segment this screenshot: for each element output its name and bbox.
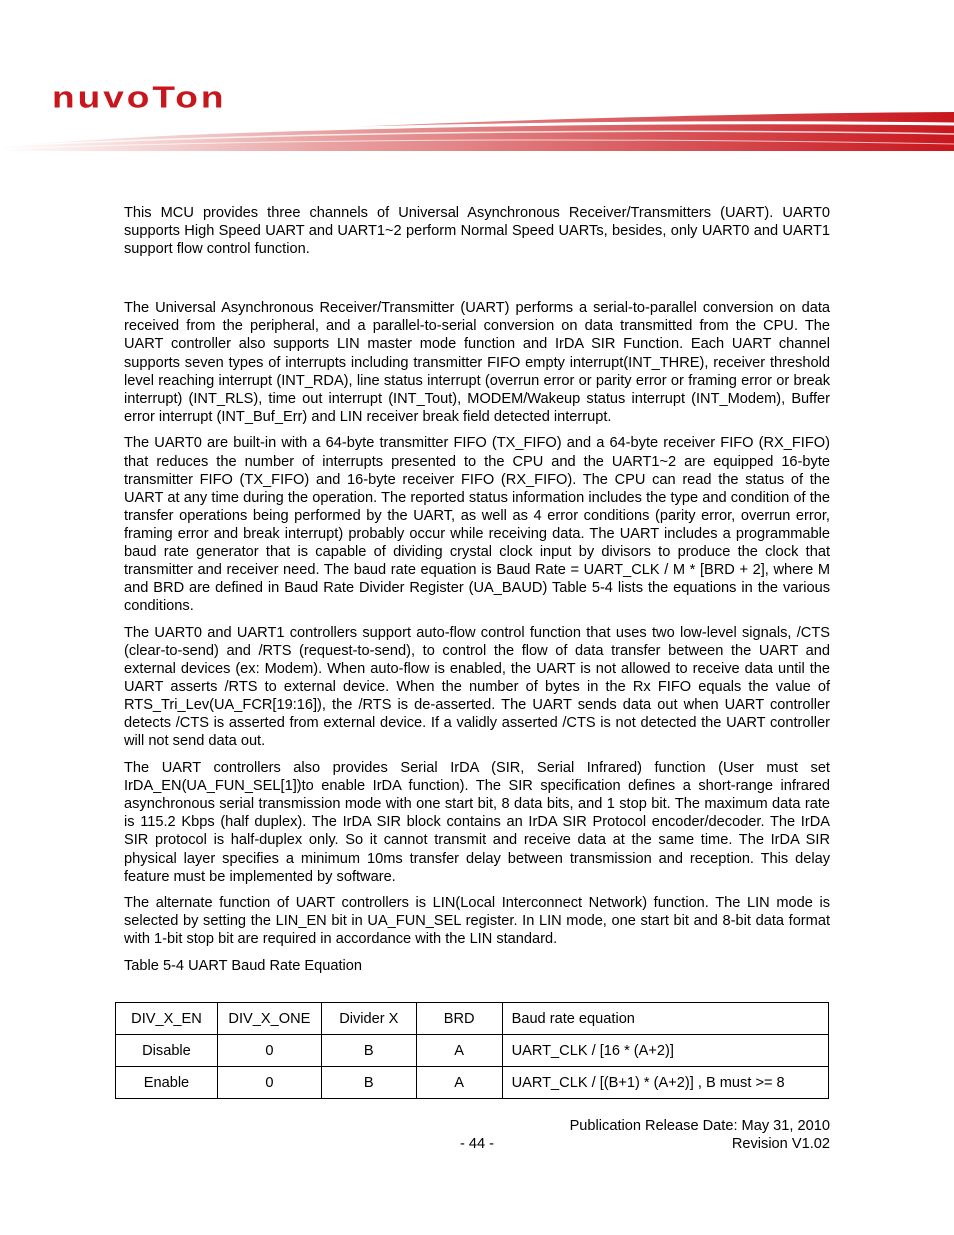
header-cell: Divider X: [321, 1003, 416, 1035]
page-number: - 44 -: [459, 1136, 495, 1152]
intro-paragraph: This MCU provides three channels of Universal Asynchronous Receiver/Transmitters (UART). UART0 supports High Speed UART and UART1~2 perform Normal Speed UARTs, besides, only UART0 and UART1 support flow control function.: [124, 205, 830, 258]
table-cell: A: [416, 1067, 502, 1099]
header-cell: Baud rate equation: [502, 1003, 828, 1035]
table-caption: Table 5-4 UART Baud Rate Equation: [124, 957, 362, 974]
revision: Revision V1.02: [731, 1136, 830, 1152]
table-cell: 0: [217, 1067, 321, 1099]
table-row: [116, 1035, 829, 1067]
table-cell: A: [416, 1035, 502, 1067]
header-cell: DIV_X_ONE: [217, 1003, 321, 1035]
lin-paragraph: The alternate function of UART controllers is LIN(Local Interconnect Network) function. The LIN mode is selected by setting the LIN_EN bit in UA_FUN_SEL register. In LIN mode, one start bit and 8-bit data format with 1-bit stop bit are required in accordance with the LIN standard.: [124, 895, 830, 948]
fifo-paragraph: The UART0 are built-in with a 64-byte transmitter FIFO (TX_FIFO) and a 64-byte receiver FIFO (RX_FIFO) that reduces the number of interrupts presented to the CPU and the UART1~2 are equipped 16-byte transmitter FIFO (TX_FIFO) and 16-byte receiver FIFO (RX_FIFO). The CPU can read the status of the UART at any time during the operation. The reported status information includes the type and condition of the transfer operations being performed by the UART, as well as 4 error conditions (parity error, overrun error, framing error and break interrupt) probably occur while receiving data. The UART includes a programmable baud rate generator that is capable of dividing crystal clock input by divisors to produce the clock that transmitter and receiver need. The baud rate equation is Baud Rate = UART_CLK / M * [BRD + 2], where M and BRD are defined in Baud Rate Divider Register (UA_BAUD) Table 5-4 lists the equations in the various conditions.: [124, 435, 830, 615]
table-cell: Enable: [116, 1067, 218, 1099]
uart-overview-paragraph: The Universal Asynchronous Receiver/Transmitter (UART) performs a serial-to-parallel conversion on data received from the peripheral, and a parallel-to-serial conversion on data transmitted from the CPU. The UART controller also supports LIN master mode function and IrDA SIR Function. Each UART channel supports seven types of interrupts including transmitter FIFO empty interrupt(INT_THRE), receiver threshold level reaching interrupt (INT_RDA), line status interrupt (overrun error or parity error or framing error or break interrupt) (INT_RLS), time out interrupt (INT_Tout), MODEM/Wakeup status interrupt (INT_Modem), Buffer error interrupt (INT_Buf_Err) and LIN receiver break field detected interrupt.: [124, 300, 830, 425]
publication-date: Publication Release Date: May 31, 2010: [569, 1118, 830, 1134]
header-cell: BRD: [416, 1003, 502, 1035]
header-cell: DIV_X_EN: [116, 1003, 218, 1035]
table-header-row: [116, 1003, 829, 1035]
table-cell: B: [321, 1067, 416, 1099]
table-cell: UART_CLK / [16 * (A+2)]: [502, 1035, 828, 1067]
table-row: [116, 1067, 829, 1099]
page-footer: [124, 1117, 830, 1153]
irda-paragraph: The UART controllers also provides Serial IrDA (SIR, Serial Infrared) function (User must set IrDA_EN(UA_FUN_SEL[1])to enable IrDA function). The SIR specification defines a short-range infrared asynchronous serial transmission mode with one start bit, 8 data bits, and 1 stop bit. The maximum data rate is 115.2 Kbps (half duplex). The IrDA SIR block contains an IrDA SIR Protocol encoder/decoder. The IrDA SIR protocol is half-duplex only. So it cannot transmit and receive data at the same time. The IrDA SIR physical layer specifies a minimum 10ms transfer delay between transmission and reception. This delay feature must be implemented by software.: [124, 760, 830, 885]
auto-flow-paragraph: The UART0 and UART1 controllers support auto-flow control function that uses two low-level signals, /CTS (clear-to-send) and /RTS (request-to-send), to control the flow of data transfer between the UART and external devices (ex: Modem). When auto-flow is enabled, the UART is not allowed to receive data until the UART asserts /RTS to external device. When the number of bytes in the Rx FIFO equals the value of RTS_Tri_Lev(UA_FCR[19:16]), the /RTS is de-asserted. The UART sends data out when UART controller detects /CTS is asserted from external device. If a validly asserted /CTS is not detected the UART controller will not send data out.: [124, 624, 830, 750]
baud-rate-table: [115, 1002, 829, 1099]
page-header: [0, 0, 954, 160]
table-cell: Disable: [116, 1035, 218, 1067]
table-cell: B: [321, 1035, 416, 1067]
table-cell: UART_CLK / [(B+1) * (A+2)] , B must >= 8: [502, 1067, 828, 1099]
nuvoton-logo: nuvoTon: [52, 80, 227, 114]
table-cell: 0: [217, 1035, 321, 1067]
document-body: [124, 204, 830, 986]
